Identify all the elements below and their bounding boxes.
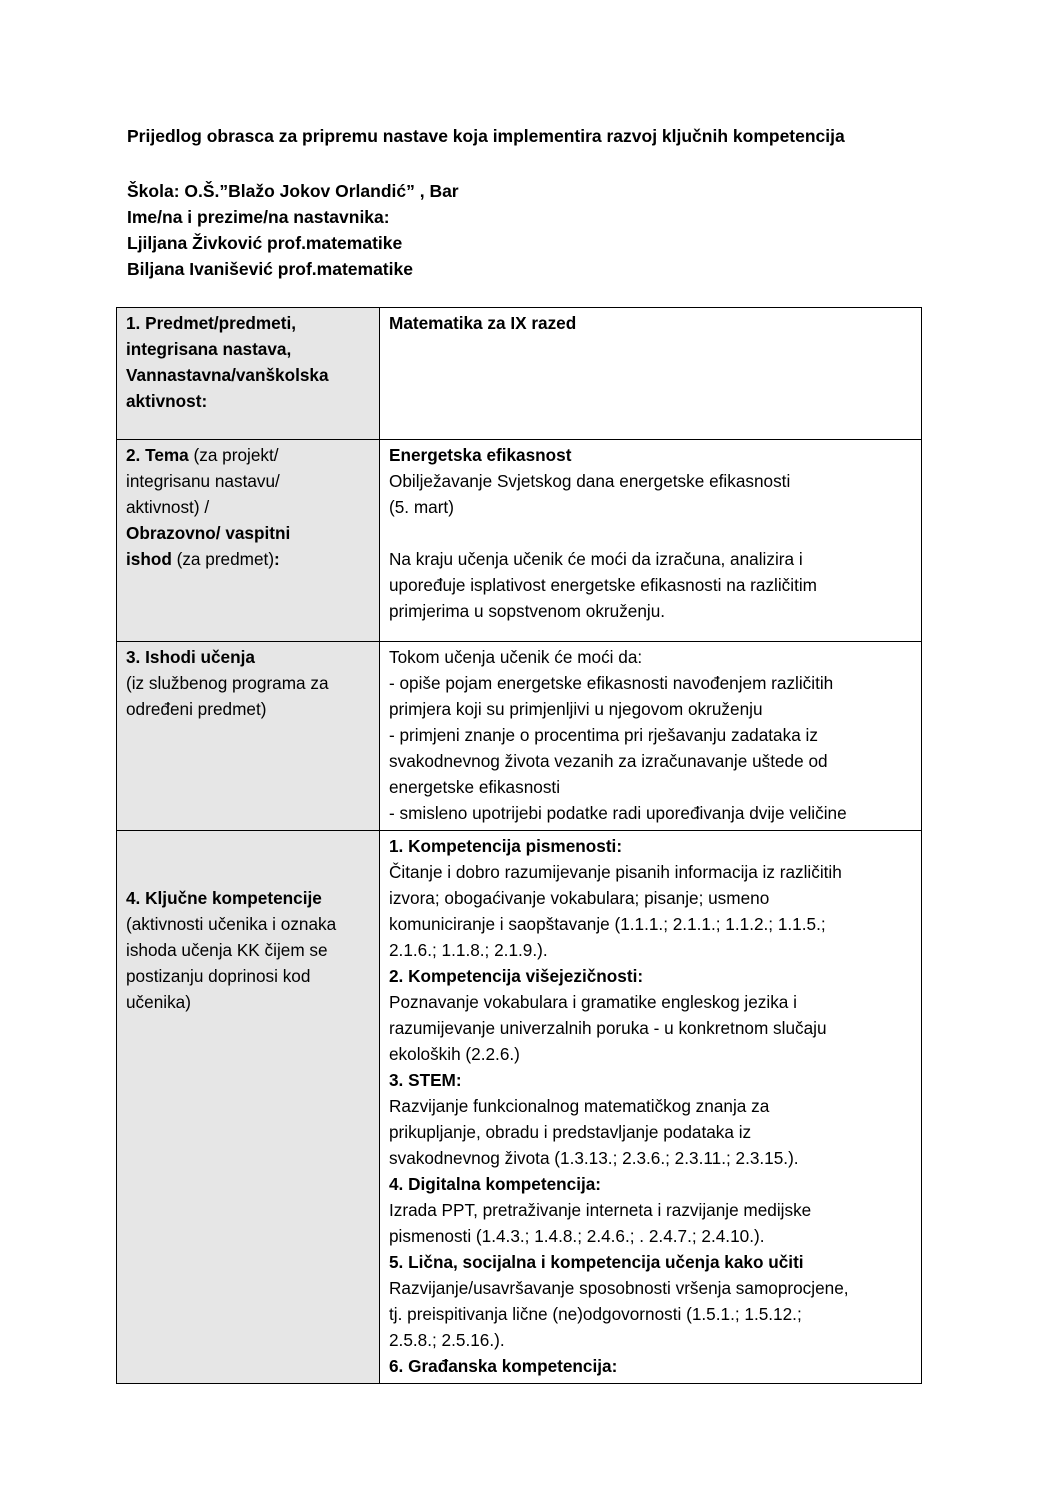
- table-row: [117, 831, 922, 1384]
- header-info: [127, 178, 459, 282]
- topic-cell: Energetska efikasnost Obilježavanje Svjetskog dana energetske efikasnosti (5. mart) Na kraju učenja učenik će moći da izračuna, analizira i upoređuje isplativost energetske efikasnosti na različitim primjerima u sopstvenom okruženju.: [380, 440, 922, 642]
- school-line: Škola: O.Š.”Blažo Jokov Orlandić” , Bar: [127, 181, 459, 201]
- row-label: 2. Tema (za projekt/ integrisanu nastavu/ aktivnost) / Obrazovno/ vaspitni ishod (za predmet):: [117, 440, 380, 642]
- table-row: [117, 308, 922, 440]
- lesson-plan-table: [116, 307, 922, 1384]
- learning-outcomes-cell: Tokom učenja učenik će moći da: - opiše pojam energetske efikasnosti navođenjem različitih primjera koji su primjenljivi u njegovom okruženju - primjeni znanje o procentima pri rješavanju zadataka iz svakodnevnog života vezanih za izračunavanje uštede od energetske efikasnosti - smisleno upotrijebi podatke radi upoređivanja dvije veličine: [380, 642, 922, 831]
- competencies-cell: 1. Kompetencija pismenosti: Čitanje i dobro razumijevanje pisanih informacija iz različitih izvora; obogaćivanje vokabulara; pisanje; usmeno komuniciranje i saopštavanje (1.1.1.; 2.1.1.; 1.1.2.; 1.1.5.; 2.1.6.; 1.1.8.; 2.1.9.). 2. Kompetencija višejezičnosti: Poznavanje vokabulara i gramatike engleskog jezika i razumijevanje univerzalnih poruka - u konkretnom slučaju ekoloških (2.2.6.) 3. STEM: Razvijanje funkcionalnog matematičkog znanja za prikupljanje, obradu i predstavljanje podataka iz svakodnevnog života (1.3.13.; 2.3.6.; 2.3.11.; 2.3.15.). 4. Digitalna kompetencija: Izrada PPT, pretraživanje interneta i razvijanje medijske pismenosti (1.4.3.; 1.4.8.; 2.4.6.; . 2.4.7.; 2.4.10.). 5. Lična, socijalna i kompetencija učenja kako učiti Razvijanje/usavršavanje sposobnosti vršenja samoprocjene, tj. preispitivanja lične (ne)odgovornosti (1.5.1.; 1.5.12.; 2.5.8.; 2.5.16.). 6. Građanska kompetencija:: [380, 831, 922, 1384]
- row-label: 4. Ključne kompetencije (aktivnosti učenika i oznaka ishoda učenja KK čijem se postizanju doprinosi kod učenika): [117, 831, 380, 1384]
- competency-title: 6. Građanska kompetencija:: [389, 1356, 618, 1376]
- competency-title: 2. Kompetencija višejezičnosti:: [389, 966, 644, 986]
- teacher-name: Ljiljana Živković prof.matematike: [127, 233, 403, 253]
- competency-title: 3. STEM:: [389, 1070, 462, 1090]
- competency-title: 4. Digitalna kompetencija:: [389, 1174, 602, 1194]
- table-row: [117, 642, 922, 831]
- competency-title: 5. Lična, socijalna i kompetencija učenja kako učiti: [389, 1252, 804, 1272]
- teacher-label: Ime/na i prezime/na nastavnika:: [127, 207, 390, 227]
- row-label: 3. Ishodi učenja (iz službenog programa za određeni predmet): [117, 642, 380, 831]
- row-label: 1. Predmet/predmeti, integrisana nastava, Vannastavna/vanškolska aktivnost:: [117, 308, 380, 440]
- table-row: [117, 440, 922, 642]
- subject-cell: [380, 308, 922, 440]
- subject-value: Matematika za IX razed: [389, 313, 577, 333]
- teacher-name: Biljana Ivanišević prof.matematike: [127, 259, 413, 279]
- topic-title: Energetska efikasnost: [389, 445, 572, 465]
- competency-title: 1. Kompetencija pismenosti:: [389, 836, 623, 856]
- document-title: Prijedlog obrasca za pripremu nastave koja implementira razvoj ključnih kompetencija: [127, 126, 845, 146]
